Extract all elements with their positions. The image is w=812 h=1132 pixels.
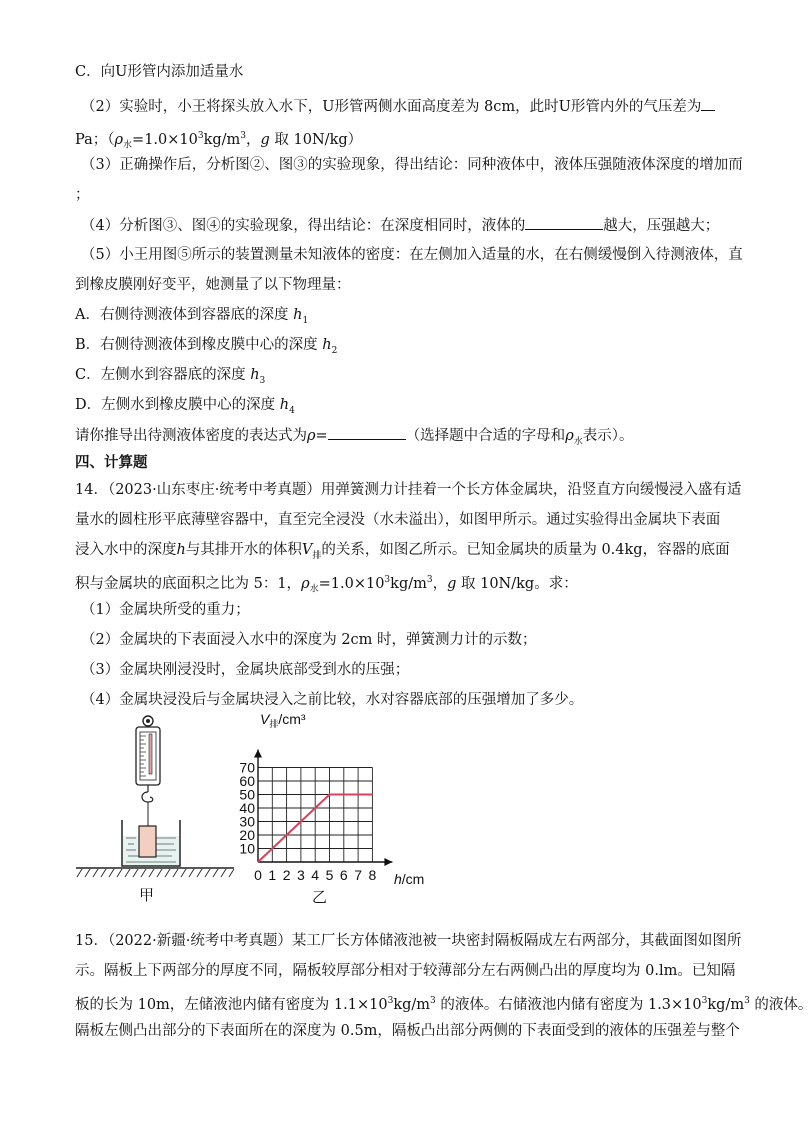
x-tick-label: 4	[311, 867, 320, 883]
x-axis-arrow	[384, 858, 392, 866]
q13-part3-line2: ；	[75, 187, 90, 203]
q14-line4: 积与金属块的底面积之比为 5：1，$\rho_水=1.0\times 10^3kg/m^3$，g 取 10N/kg。求：	[75, 575, 578, 595]
y-axis-label: $V_排$/cm³	[260, 711, 306, 729]
q14-line3: 浸入水中的深度h与其排开水的体积$V_排$的关系，如图乙所示。已知金属块的质量为 0.4kg，容器的底面	[75, 542, 730, 561]
q13-request: 请你推导出待测液体密度的表达式为ρ= （选择题中合适的字母和$\rho_水$表示）。	[75, 425, 633, 452]
answer-blank[interactable]	[701, 96, 715, 111]
spring-scale-apparatus-figure	[76, 712, 236, 886]
x-tick-label: 6	[339, 867, 348, 883]
y-tick-label: 70	[239, 759, 255, 776]
x-tick-label: 5	[325, 867, 334, 883]
y-tick-label: 50	[239, 786, 255, 803]
q13-option-d: D．左侧水到橡皮膜中心的深度 $h_4$	[75, 397, 295, 416]
q15-line3: 板的长为 10m，左储液池内储有密度为 $1.1\times 10^3kg/m^3$ 的液体。右储液池内储有密度为 $1.3\times 10^3kg/m^3$ 的液体。	[75, 996, 812, 1013]
answer-blank[interactable]	[525, 215, 603, 230]
y-tick-label: 60	[239, 773, 255, 789]
answer-blank[interactable]	[328, 425, 406, 440]
x-axis-label: h/cm	[394, 871, 425, 887]
q13-part5-line1: （5）小王用图⑤所示的装置测量未知液体的密度：在左侧加入适量的水，在右侧缓慢倒入待测液体，直	[81, 247, 743, 263]
q13-part4: （4）分析图③、图④的实验现象，得出结论：在深度相同时，液体的 越大，压强越大；	[81, 215, 719, 236]
figure-caption-jia: 甲	[139, 886, 155, 904]
q13-option-a: A．右侧待测液体到容器底的深度 $h_1$	[75, 307, 309, 326]
x-tick-label: 0	[254, 867, 262, 883]
q14-sub4: （4）金属块浸没后与金属块浸入之前比较，水对容器底部的压强增加了多少。	[81, 692, 584, 708]
q15-line2: 示。隔板上下两部分的厚度不同，隔板较厚部分相对于较薄部分左右两侧凸出的厚度均为 0.lm。已知隔	[75, 963, 736, 979]
q13-part5-line2: 到橡皮膜刚好变平，她测量了以下物理量：	[75, 277, 351, 293]
q14-sub3: （3）金属块刚浸没时，金属块底部受到水的压强；	[81, 662, 410, 678]
x-tick-label: 8	[368, 867, 377, 883]
x-tick-label: 3	[297, 867, 305, 883]
y-tick-label: 10	[239, 840, 255, 857]
q14-sub2: （2）金属块的下表面浸入水中的深度为 2cm 时，弹簧测力计的示数；	[81, 632, 537, 648]
q13-option-c: C．左侧水到容器底的深度 $h_3$	[75, 367, 266, 386]
q13-part2-line1: （2）实验时，小王将探头放入水下，U形管两侧水面高度差为 8cm，此时U形管内外的气压差为	[81, 96, 715, 117]
q13-option-b: B．右侧待测液体到橡皮膜中心的深度 $h_2$	[75, 337, 338, 356]
y-tick-label: 30	[239, 813, 255, 830]
x-tick-label: 7	[354, 867, 362, 883]
q15-line4: 隔板左侧凸出部分的下表面所在的深度为 0.5m，隔板凸出部分两侧的下表面受到的液体的压强差与整个	[75, 1023, 740, 1039]
q14-line1: 14．（2023·山东枣庄·统考中考真题）用弹簧测力计挂着一个长方体金属块，沿竖直方向缓慢浸入盛有适	[75, 482, 742, 498]
y-axis-arrow	[254, 750, 262, 758]
q13-part3-line1: （3）正确操作后，分析图②、图③的实验现象，得出结论：同种液体中，液体压强随液体深度的增加而	[81, 157, 743, 173]
q13-part2-line2: Pa；（$\rho_水=1.0\times 10^3kg/m^3$，g 取 10N/kg）	[75, 131, 363, 151]
q15-line1: 15．（2022·新疆·统考中考真题）某工厂长方体储液池被一块密封隔板隔成左右两部分，其截面图如图所	[75, 933, 742, 949]
figure-caption-yi: 乙	[312, 888, 328, 906]
chart-grid	[258, 768, 372, 863]
x-tick-label: 2	[282, 867, 291, 883]
volume-depth-graph	[240, 708, 440, 886]
x-tick-label: 1	[268, 867, 277, 883]
section-title: 四、计算题	[75, 455, 148, 471]
y-tick-label: 40	[239, 800, 255, 816]
q14-line2: 量水的圆柱形平底薄壁容器中，直至完全浸没（水未溢出），如图甲所示。通过实验得出金属块下表面	[75, 512, 721, 528]
option-c: C．向U形管内添加适量水	[75, 64, 244, 80]
y-tick-label: 20	[239, 827, 255, 843]
q14-sub1: （1）金属块所受的重力；	[81, 602, 250, 618]
